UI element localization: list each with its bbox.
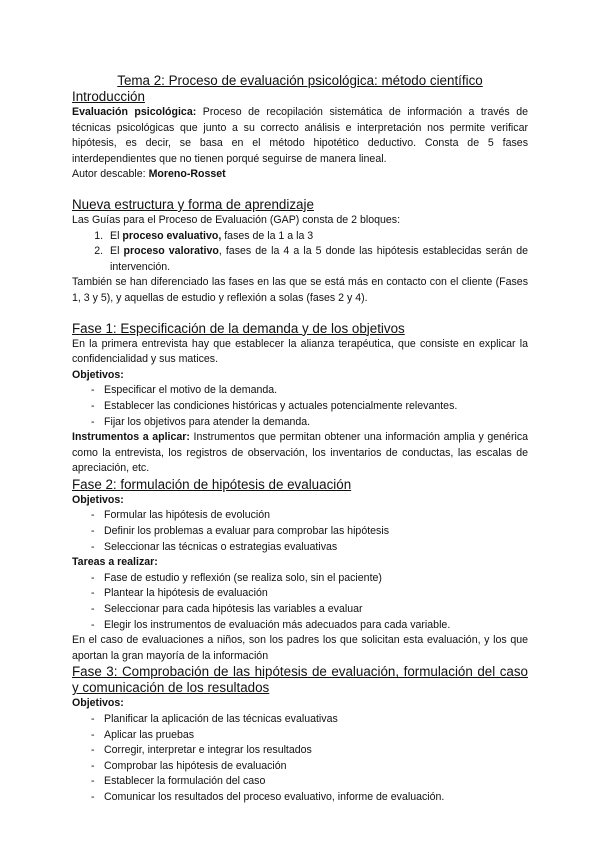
fase1-objetivos-list: [72, 383, 528, 430]
instrumentos-text: Instrumentos que permitan obtener una información amplia y genérica como la entrevista, los registros de observación, los inventarios de conductas, las escalas de apreciación, etc.: [72, 431, 529, 475]
list-item: - Definir los problemas a evaluar para comprobar las hipótesis: [72, 524, 528, 540]
fase1-heading: Fase 1: Especificación de la demanda y de los objetivos: [72, 320, 405, 336]
structure-heading: Nueva estructura y forma de aprendizaje: [72, 196, 314, 212]
structure-intro: Las Guías para el Proceso de Evaluación (GAP) consta de 2 bloques:: [72, 213, 401, 226]
list-item: - Fijar los objetivos para atender la demanda.: [72, 415, 528, 431]
list-item: - Corregir, interpretar e integrar los resultados: [72, 743, 528, 759]
intro-author: [72, 167, 528, 183]
fase1-instrumentos: [72, 430, 528, 477]
intro-definition: [72, 105, 528, 167]
fase2-note: En el caso de evaluaciones a niños, son los padres los que solicitan esta evaluación, y los que aportan la gran mayoría de la información: [72, 634, 528, 662]
list-item: - Formular las hipótesis de evolución: [72, 508, 528, 524]
fase2-objetivos-list: [72, 508, 528, 555]
fase1-intro: En la primera entrevista hay que establecer la alianza terapéutica, que consiste en explicar la confidencialidad y sus matices.: [72, 337, 528, 366]
list-item: - Seleccionar para cada hipótesis las variables a evaluar: [72, 602, 528, 618]
author-label: Autor descable:: [72, 168, 149, 181]
page-title: Tema 2: Proceso de evaluación psicológica: método científico: [117, 73, 483, 88]
list-item: - Establecer la formulación del caso: [72, 774, 528, 790]
fase2-tareas-label: Tareas a realizar:: [72, 556, 158, 569]
list-item: - Comunicar los resultados del proceso evaluativo, informe de evaluación.: [72, 790, 528, 806]
intro-def-label: Evaluación psicológica:: [72, 106, 197, 118]
list-item: - Fase de estudio y reflexión (se realiza solo, sin el paciente): [72, 571, 528, 587]
list-item: 1. El proceso evaluativo, fases de la 1 a la 3: [106, 229, 528, 245]
structure-note: También se han diferenciado las fases en las que se está más en contacto con el cliente (Fases 1, 3 y 5), y aquellas de estudio y reflexión a solas (fases 2 y 4).: [72, 276, 528, 304]
author-name: Moreno-Rosset: [148, 168, 226, 181]
intro-heading: Introducción: [72, 89, 145, 104]
fase1-objetivos-label: Objetivos:: [72, 368, 124, 381]
instrumentos-label: Instrumentos a aplicar:: [72, 431, 190, 444]
list-item: - Especificar el motivo de la demanda.: [72, 383, 528, 399]
list-item: - Aplicar las pruebas: [72, 728, 528, 744]
document-page: [72, 72, 528, 806]
list-item: - Comprobar las hipótesis de evaluación: [72, 759, 528, 775]
list-item: 2. El proceso valorativo, fases de la 4 a la 5 donde las hipótesis establecidas serán de intervención.: [106, 244, 528, 275]
list-item: - Seleccionar las técnicas o estrategias evaluativas: [72, 540, 528, 556]
fase2-objetivos-label: Objetivos:: [72, 493, 124, 506]
fase2-heading: Fase 2: formulación de hipótesis de evaluación: [72, 476, 352, 492]
list-item: - Elegir los instrumentos de evaluación más adecuados para cada variable.: [72, 618, 528, 634]
fase2-tareas-list: [72, 571, 528, 633]
structure-list: [72, 229, 528, 276]
list-item: - Establecer las condiciones históricas y actuales potencialmente relevantes.: [72, 399, 528, 415]
list-item: - Planificar la aplicación de las técnicas evaluativas: [72, 712, 528, 728]
fase3-objetivos-list: [72, 712, 528, 806]
intro-def-text: Proceso de recopilación sistemática de información a través de técnicas psicológicas que junto a su correcto análisis e interpretación nos permite verificar hipótesis, es decir, se basa en el método hipotético deductivo. Consta de 5 fases interdependientes que no tienen porqué seguirse de manera lineal.: [72, 106, 529, 165]
fase3-objetivos-label: Objetivos:: [72, 697, 124, 710]
fase3-heading: Fase 3: Comprobación de las hipótesis de evaluación, formulación del caso y comunicación de los resultados: [72, 664, 528, 696]
list-item: - Plantear la hipótesis de evaluación: [72, 586, 528, 602]
